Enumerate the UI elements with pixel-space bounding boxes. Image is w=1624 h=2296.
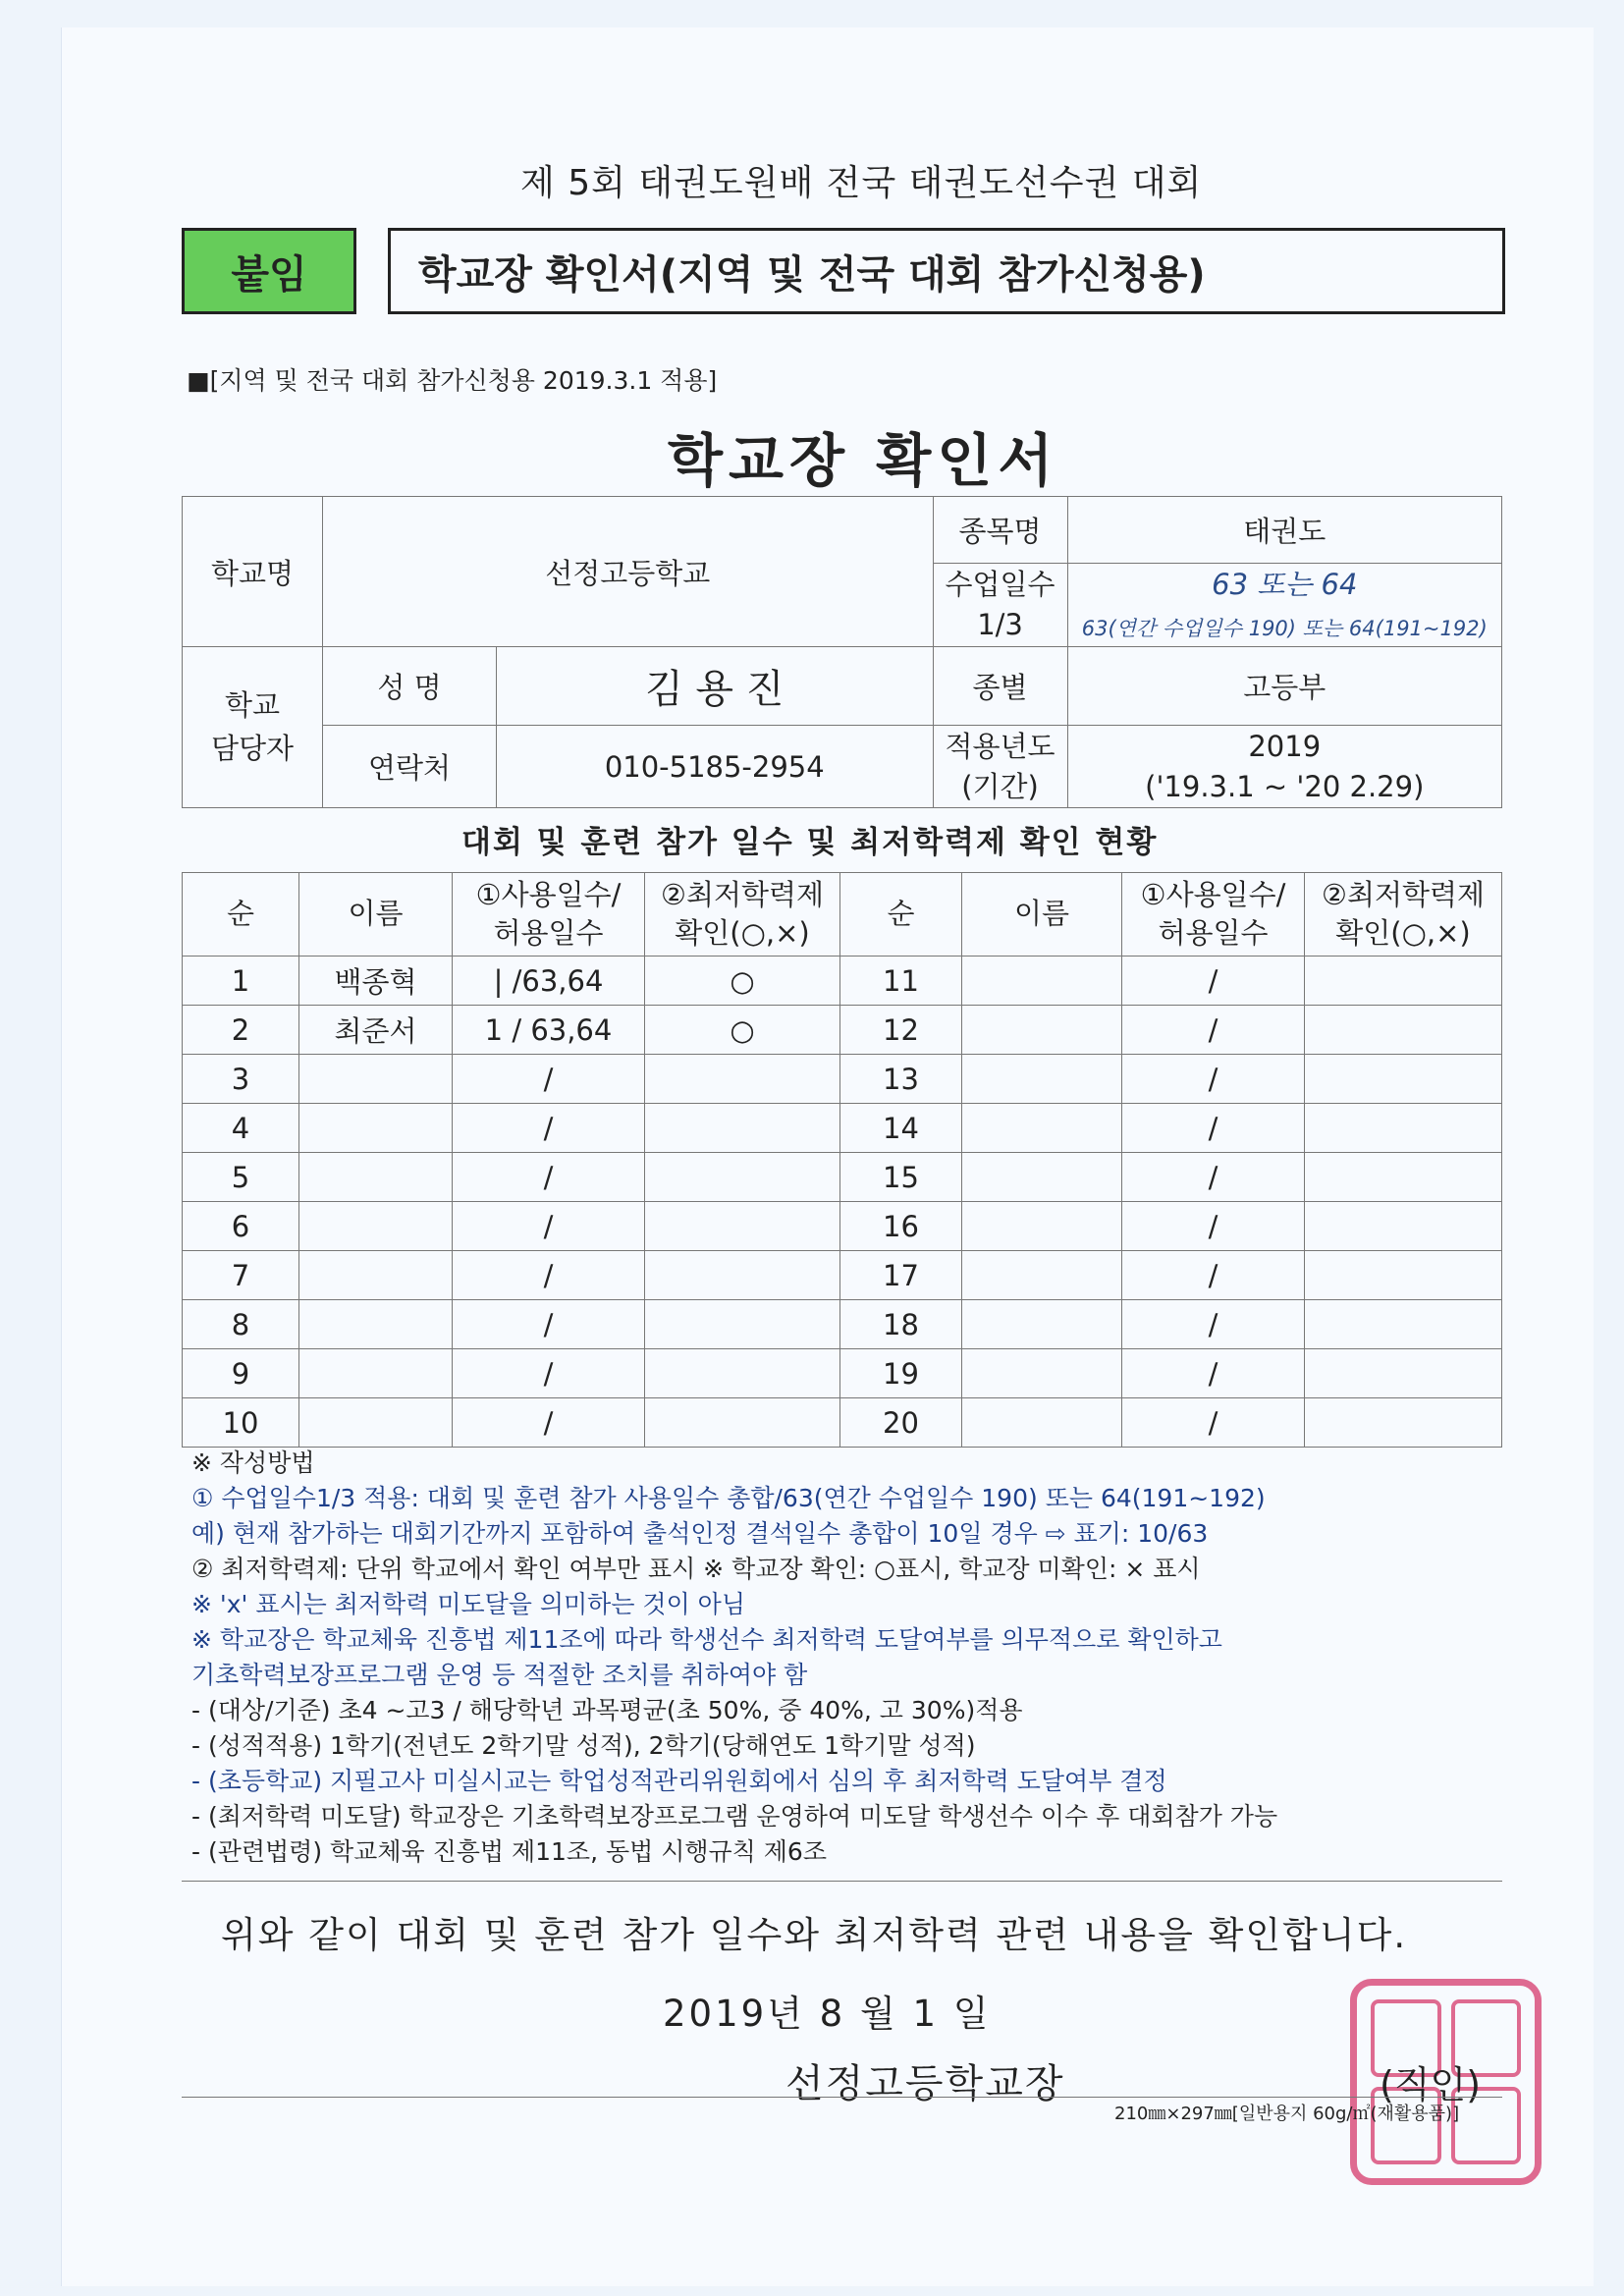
- cell-name: [299, 1055, 453, 1104]
- cell-days: /: [1122, 1202, 1305, 1251]
- cell-check: [645, 1251, 840, 1300]
- school-name-label: 학교명: [183, 497, 323, 647]
- cell-name: [299, 1300, 453, 1349]
- cell-check: [1305, 1006, 1502, 1055]
- cell-days: /: [1122, 1153, 1305, 1202]
- cell-name: [962, 1202, 1122, 1251]
- cell-no: 15: [840, 1153, 962, 1202]
- manager-name-value: 김 용 진: [497, 647, 934, 726]
- header-no: 순: [183, 873, 299, 957]
- participation-table: [182, 872, 1502, 1448]
- issue-date: 2019년 8 월 1 일: [663, 1993, 992, 2035]
- cell-no: 11: [840, 957, 962, 1006]
- attachment-badge: 붙임: [182, 228, 356, 314]
- cell-days: /: [1122, 1006, 1305, 1055]
- cell-days: /: [1122, 1398, 1305, 1448]
- guide-line: ※ 작성방법: [191, 1449, 315, 1477]
- attachment-title: 학교장 확인서(지역 및 전국 대회 참가신청용): [388, 228, 1505, 314]
- guide-line: 예) 현재 참가하는 대회기간까지 포함하여 출석인정 결석일수 총합이 10일 경우 ⇨ 표기: 10/63: [191, 1519, 1209, 1548]
- header-days: ①사용일수/ 허용일수: [453, 873, 645, 957]
- table-row: [183, 1349, 1502, 1398]
- category-value: 고등부: [1067, 647, 1501, 726]
- guide-line: ② 최저학력제: 단위 학교에서 확인 여부만 표시 ※ 학교장 확인: ○표시, 학교장 미확인: × 표시: [191, 1555, 1201, 1583]
- cell-name: [299, 1104, 453, 1153]
- cell-name: [299, 1153, 453, 1202]
- cell-check: [1305, 957, 1502, 1006]
- cell-no: 4: [183, 1104, 299, 1153]
- cell-check: ○: [645, 1006, 840, 1055]
- cell-name: [962, 1251, 1122, 1300]
- cell-check: [645, 1349, 840, 1398]
- cell-name: 최준서: [299, 1006, 453, 1055]
- writing-guide: [191, 1446, 1277, 1870]
- guide-line: - (최저학력 미도달) 학교장은 기초학력보장프로그램 운영하여 미도달 학생선수 이수 후 대회참가 가능: [191, 1802, 1278, 1831]
- cell-name: [962, 1006, 1122, 1055]
- header-days: ①사용일수/ 허용일수: [1122, 873, 1305, 957]
- header-name: 이름: [962, 873, 1122, 957]
- guide-line: ※ 학교장은 학교체육 진흥법 제11조에 따라 학생선수 최저학력 도달여부를 의무적으로 확인하고: [191, 1625, 1222, 1654]
- cell-check: [645, 1300, 840, 1349]
- cell-no: 14: [840, 1104, 962, 1153]
- cell-days: 1 / 63,64: [453, 1006, 645, 1055]
- cell-days: /: [1122, 1055, 1305, 1104]
- cell-name: [299, 1349, 453, 1398]
- cell-no: 10: [183, 1398, 299, 1448]
- cell-no: 19: [840, 1349, 962, 1398]
- guide-line: ① 수업일수1/3 적용: 대회 및 훈련 참가 사용일수 총합/63(연간 수업일수 190) 또는 64(191~192): [191, 1484, 1266, 1512]
- cell-check: [1305, 1104, 1502, 1153]
- cell-name: [962, 1398, 1122, 1448]
- cell-days: /: [1122, 1251, 1305, 1300]
- contact-value: 010-5185-2954: [497, 726, 934, 808]
- cell-check: ○: [645, 957, 840, 1006]
- cell-days: /: [1122, 957, 1305, 1006]
- cell-check: [645, 1055, 840, 1104]
- table-row: [183, 1202, 1502, 1251]
- cell-check: [1305, 1300, 1502, 1349]
- table-row: [183, 1055, 1502, 1104]
- cell-name: [299, 1398, 453, 1448]
- school-name-value: 선정고등학교: [323, 497, 934, 647]
- table-row: [183, 1398, 1502, 1448]
- table-row: [183, 1300, 1502, 1349]
- year-value: 2019 ('19.3.1 ~ '20 2.29): [1067, 726, 1501, 808]
- cell-check: [1305, 1153, 1502, 1202]
- cell-check: [645, 1202, 840, 1251]
- cell-days: /: [1122, 1349, 1305, 1398]
- application-note: ■[지역 및 전국 대회 참가신청용 2019.3.1 적용]: [187, 366, 718, 395]
- cell-days: /: [453, 1153, 645, 1202]
- cell-no: 2: [183, 1006, 299, 1055]
- guide-line: ※ 'x' 표시는 최저학력 미도달을 의미하는 것이 아님: [191, 1590, 745, 1618]
- guide-line: 기초학력보장프로그램 운영 등 적절한 조치를 취하여야 함: [191, 1661, 808, 1689]
- cell-name: [962, 1300, 1122, 1349]
- cell-no: 3: [183, 1055, 299, 1104]
- header-no: 순: [840, 873, 962, 957]
- principal-name: 선정고등학교장: [785, 2061, 1065, 2106]
- school-info-table: [182, 496, 1502, 808]
- cell-days: /: [453, 1398, 645, 1448]
- cell-days: | /63,64: [453, 957, 645, 1006]
- cell-days: /: [453, 1055, 645, 1104]
- cell-check: [1305, 1398, 1502, 1448]
- cell-days: /: [453, 1300, 645, 1349]
- cell-days: /: [453, 1104, 645, 1153]
- cell-check: [645, 1153, 840, 1202]
- cell-days: /: [453, 1349, 645, 1398]
- cell-check: [645, 1398, 840, 1448]
- guide-line: - (성적적용) 1학기(전년도 2학기말 성적), 2학기(당해연도 1학기말 성적): [191, 1731, 976, 1760]
- cell-days: /: [1122, 1104, 1305, 1153]
- cell-no: 20: [840, 1398, 962, 1448]
- cell-name: [299, 1202, 453, 1251]
- section-title: 대회 및 훈련 참가 일수 및 최저학력제 확인 현황: [461, 825, 1159, 860]
- contact-label: 연락처: [323, 726, 497, 808]
- cell-name: [962, 1055, 1122, 1104]
- cell-check: [1305, 1251, 1502, 1300]
- table-row: [183, 1104, 1502, 1153]
- header-check: ②최저학력제 확인(○,×): [645, 873, 840, 957]
- cell-no: 8: [183, 1300, 299, 1349]
- table-row: [183, 957, 1502, 1006]
- cell-name: [962, 1104, 1122, 1153]
- cell-check: [1305, 1055, 1502, 1104]
- cell-days: /: [453, 1251, 645, 1300]
- event-name-value: 태권도: [1067, 497, 1501, 564]
- event-title: 제 5회 태권도원배 전국 태권도선수권 대회: [520, 163, 1203, 203]
- cell-name: [962, 1349, 1122, 1398]
- year-label: 적용년도 (기간): [933, 726, 1067, 808]
- class-days-label: 수업일수 1/3: [933, 564, 1067, 647]
- cell-check: [645, 1104, 840, 1153]
- paper-spec: 210㎜×297㎜[일반용지 60g/㎡(재활용품)]: [1114, 2104, 1460, 2124]
- header-name: 이름: [299, 873, 453, 957]
- cell-days: /: [453, 1202, 645, 1251]
- guide-line: - (초등학교) 지필고사 미실시교는 학업성적관리위원회에서 심의 후 최저학력 도달여부 결정: [191, 1767, 1167, 1795]
- class-days-value: 63 또는 64 63(연간 수업일수 190) 또는 64(191~192): [1067, 564, 1501, 647]
- cell-no: 6: [183, 1202, 299, 1251]
- table-row: [183, 1251, 1502, 1300]
- category-label: 종별: [933, 647, 1067, 726]
- footer-divider: [182, 2097, 1502, 2098]
- table-row: [183, 1006, 1502, 1055]
- cell-no: 9: [183, 1349, 299, 1398]
- guide-divider: [182, 1881, 1502, 1882]
- cell-days: /: [1122, 1300, 1305, 1349]
- cell-no: 18: [840, 1300, 962, 1349]
- cell-name: 백종혁: [299, 957, 453, 1006]
- cell-no: 12: [840, 1006, 962, 1055]
- header-check: ②최저학력제 확인(○,×): [1305, 873, 1502, 957]
- cell-check: [1305, 1202, 1502, 1251]
- cell-no: 1: [183, 957, 299, 1006]
- manager-name-label: 성 명: [323, 647, 497, 726]
- cell-no: 5: [183, 1153, 299, 1202]
- confirmation-statement: 위와 같이 대회 및 훈련 참가 일수와 최저학력 관련 내용을 확인합니다.: [221, 1914, 1408, 1956]
- cell-name: [299, 1251, 453, 1300]
- cell-no: 7: [183, 1251, 299, 1300]
- event-name-label: 종목명: [933, 497, 1067, 564]
- cell-no: 17: [840, 1251, 962, 1300]
- cell-no: 16: [840, 1202, 962, 1251]
- cell-name: [962, 1153, 1122, 1202]
- cell-no: 13: [840, 1055, 962, 1104]
- table-row: [183, 1153, 1502, 1202]
- manager-label: 학교 담당자: [183, 647, 323, 808]
- cell-check: [1305, 1349, 1502, 1398]
- seal-label: (직인): [1380, 2063, 1482, 2106]
- guide-line: - (관련법령) 학교체육 진흥법 제11조, 동법 시행규칙 제6조: [191, 1837, 827, 1866]
- guide-line: - (대상/기준) 초4 ~고3 / 해당학년 과목평균(초 50%, 중 40%, 고 30%)적용: [191, 1696, 1023, 1724]
- cell-name: [962, 957, 1122, 1006]
- document-title: 학교장 확인서: [668, 427, 1059, 494]
